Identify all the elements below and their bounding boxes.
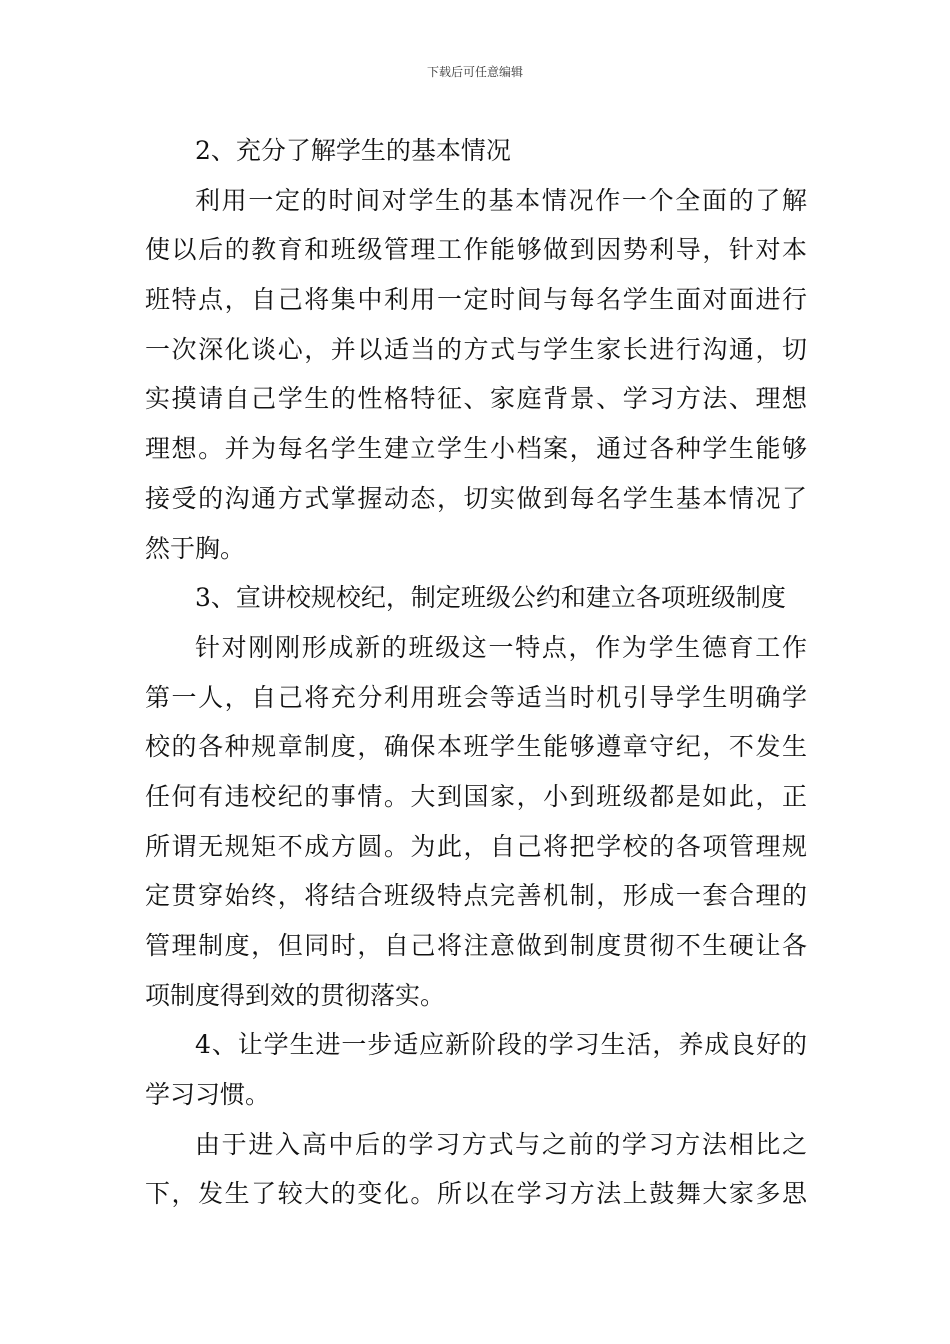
- paragraph-line: 利用一定的时间对学生的基本情况作一个全面的了解: [195, 185, 807, 215]
- paragraph-line: 班特点，自己将集中利用一定时间与每名学生面对面进行: [145, 285, 807, 315]
- paragraph-line: 使以后的教育和班级管理工作能够做到因势利导，针对本: [145, 235, 807, 265]
- paragraph-line: 任何有违校纪的事情。大到国家，小到班级都是如此，正: [145, 781, 807, 811]
- paragraph-line: 针对刚刚形成新的班级这一特点，作为学生德育工作: [195, 632, 807, 662]
- paragraph-line: 校的各种规章制度，确保本班学生能够遵章守纪，不发生: [145, 732, 807, 762]
- page-header: 下载后可任意编辑: [426, 65, 523, 79]
- paragraph-line: 下，发生了较大的变化。所以在学习方法上鼓舞大家多思: [145, 1179, 807, 1209]
- section-heading: 2、充分了解学生的基本情况: [195, 136, 511, 165]
- paragraph-line: 实摸请自己学生的性格特征、家庭背景、学习方法、理想: [145, 384, 807, 414]
- paragraph-line: 由于进入高中后的学习方式与之前的学习方法相比之: [195, 1129, 807, 1159]
- paragraph-line: 管理制度，但同时，自己将注意做到制度贯彻不生硬让各: [145, 931, 807, 960]
- section-heading: 3、宣讲校规校纪，制定班级公约和建立各项班级制度: [195, 583, 786, 613]
- paragraph-line: 所谓无规矩不成方圆。为此，自己将把学校的各项管理规: [145, 831, 807, 861]
- paragraph-line: 然于胸。: [145, 533, 246, 563]
- paragraph-line: 一次深化谈心，并以适当的方式与学生家长进行沟通，切: [145, 334, 807, 364]
- section-heading: 4、让学生进一步适应新阶段的学习生活，养成良好的: [195, 1030, 807, 1060]
- paragraph-line: 第一人，自己将充分利用班会等适当时机引导学生明确学: [145, 682, 807, 712]
- paragraph-line: 接受的沟通方式掌握动态，切实做到每名学生基本情况了: [145, 483, 807, 513]
- document-body: [145, 126, 807, 1219]
- section-heading: 学习习惯。: [145, 1080, 271, 1110]
- paragraph-line: 项制度得到效的贯彻落实。: [145, 980, 446, 1010]
- paragraph-line: 理想。并为每名学生建立学生小档案，通过各种学生能够: [145, 434, 807, 464]
- paragraph-line: 定贯穿始终，将结合班级特点完善机制，形成一套合理的: [145, 881, 807, 911]
